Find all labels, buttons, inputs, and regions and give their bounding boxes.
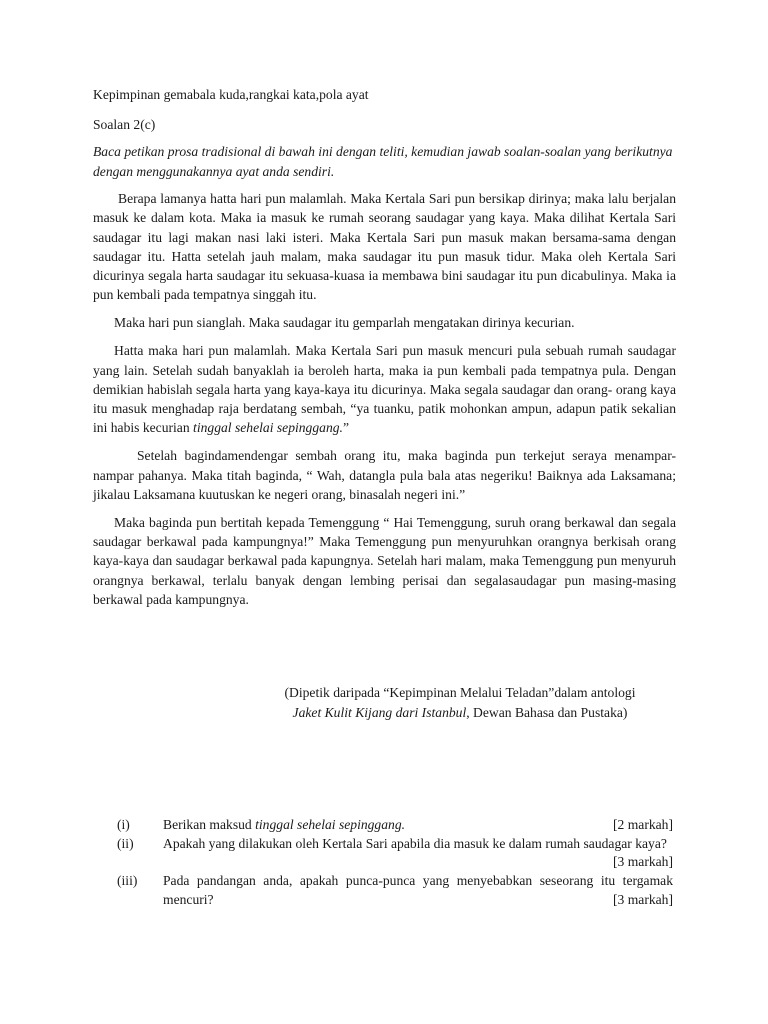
paragraph-4: Setelah bagindamendengar sembah orang itu, maka baginda pun terkejut seraya menampar-nampar pahanya. Maka titah baginda, “ Wah, datangla pula bala atas negeriku! Baiknya ada Laksamana; jikalau Laksamana kuutuskan ke negeri orang, binasalah negeri ini.”	[93, 448, 676, 502]
question-number: Soalan 2(c)	[93, 117, 156, 132]
question-body	[163, 872, 673, 909]
prose-passage	[93, 189, 676, 618]
paragraph-3-italic: tinggal sehelai sepinggang.	[193, 420, 343, 436]
instruction-text: Baca petikan prosa tradisional di bawah ini dengan teliti, kemudian jawab soalan-soalan yang berikutnya dengan menggunakannya ayat anda sendiri.	[93, 144, 673, 179]
question-text: Apakah yang dilakukan oleh Kertala Sari apabila dia masuk ke dalam rumah saudagar kaya?	[163, 835, 667, 851]
question-num: (ii)	[117, 835, 134, 851]
question-num: (i)	[117, 817, 130, 832]
question-item	[117, 872, 673, 909]
question-mark: [3 markah]	[612, 854, 673, 870]
question-body	[163, 835, 673, 872]
paragraph-3-end: ”	[342, 420, 349, 436]
citation-publisher: , Dewan Bahasa dan Pustaka)	[466, 705, 628, 720]
paragraph-3	[93, 341, 676, 437]
question-item	[117, 816, 673, 835]
question-body	[163, 816, 673, 835]
question-text: Berikan maksud	[163, 817, 256, 832]
question-mark: [3 markah]	[612, 891, 673, 907]
question-italic: tinggal sehelai sepinggang.	[255, 817, 406, 832]
question-num: (iii)	[117, 873, 138, 889]
citation-line-1: (Dipetik daripada “Kepimpinan Melalui Teladan”dalam antologi	[284, 685, 636, 700]
citation-book-title: Jaket Kulit Kijang dari Istanbul	[292, 705, 467, 720]
question-mark: [2 markah]	[612, 817, 673, 832]
citation-line-2	[230, 703, 690, 723]
paragraph-1: Berapa lamanya hatta hari pun malamlah. Maka Kertala Sari pun bersikap dirinya; maka lalu berjalan masuk ke dalam kota. Maka ia masuk ke rumah seorang saudagar yang kaya. Maka dilihat Kertala Sari saudagar itu lagi makan nasi laki isteri. Maka Kertala Sari pun masuk makan bersama-sama dengan saudagar itu. Hatta setelah jauh malam, maka saudagar itu pun masuk tidur. Maka oleh Kertala Sari dicurinya segala harta saudagar itu sekuasa-kuasa ia membawa bini saudagar itu pun dicabulinya. Maka ia pun kembali pada tempatnya singgah itu.	[93, 191, 676, 303]
question-item	[117, 835, 673, 872]
citation	[230, 683, 690, 723]
paragraph-3-text: Hatta maka hari pun malamlah. Maka Kertala Sari pun masuk mencuri pula sebuah rumah saudagar yang lain. Setelah sudah banyaklah ia beroleh harta, maka ia pun kembali pada tempatnya pula. Dengan demikian habislah segala harta yang kaya-kaya itu dicurinya. Maka segala saudagar dan orang- orang kaya itu masuk menghadap raja berdatang sembah, “ya tuanku, patik mohonkan ampun, adapun patik sekalian ini habis kecurian	[93, 343, 676, 436]
document-title: Kepimpinan gemabala kuda,rangkai kata,pola ayat	[93, 87, 369, 102]
question-list	[117, 816, 673, 910]
question-text: Pada pandangan anda, apakah punca-punca yang menyebabkan seseorang itu tergamak mencuri?	[163, 873, 673, 907]
paragraph-2: Maka hari pun sianglah. Maka saudagar itu gemparlah mengatakan dirinya kecurian.	[114, 315, 575, 331]
paragraph-5: Maka baginda pun bertitah kepada Temenggung “ Hai Temenggung, suruh orang berkawal dan segala saudagar berkawal pada kampungnya!” Maka Temenggung pun menyuruhkan orangnya berkisah orang kaya-kaya dan saudagar berkawal pada kapungnya. Setelah hari malam, maka Temenggung pun menyuruh orangnya berkawal, terlalu banyak dengan lembing perisai dan segalasaudagar pun masing-masing berkawal pada kampungnya.	[93, 514, 676, 608]
